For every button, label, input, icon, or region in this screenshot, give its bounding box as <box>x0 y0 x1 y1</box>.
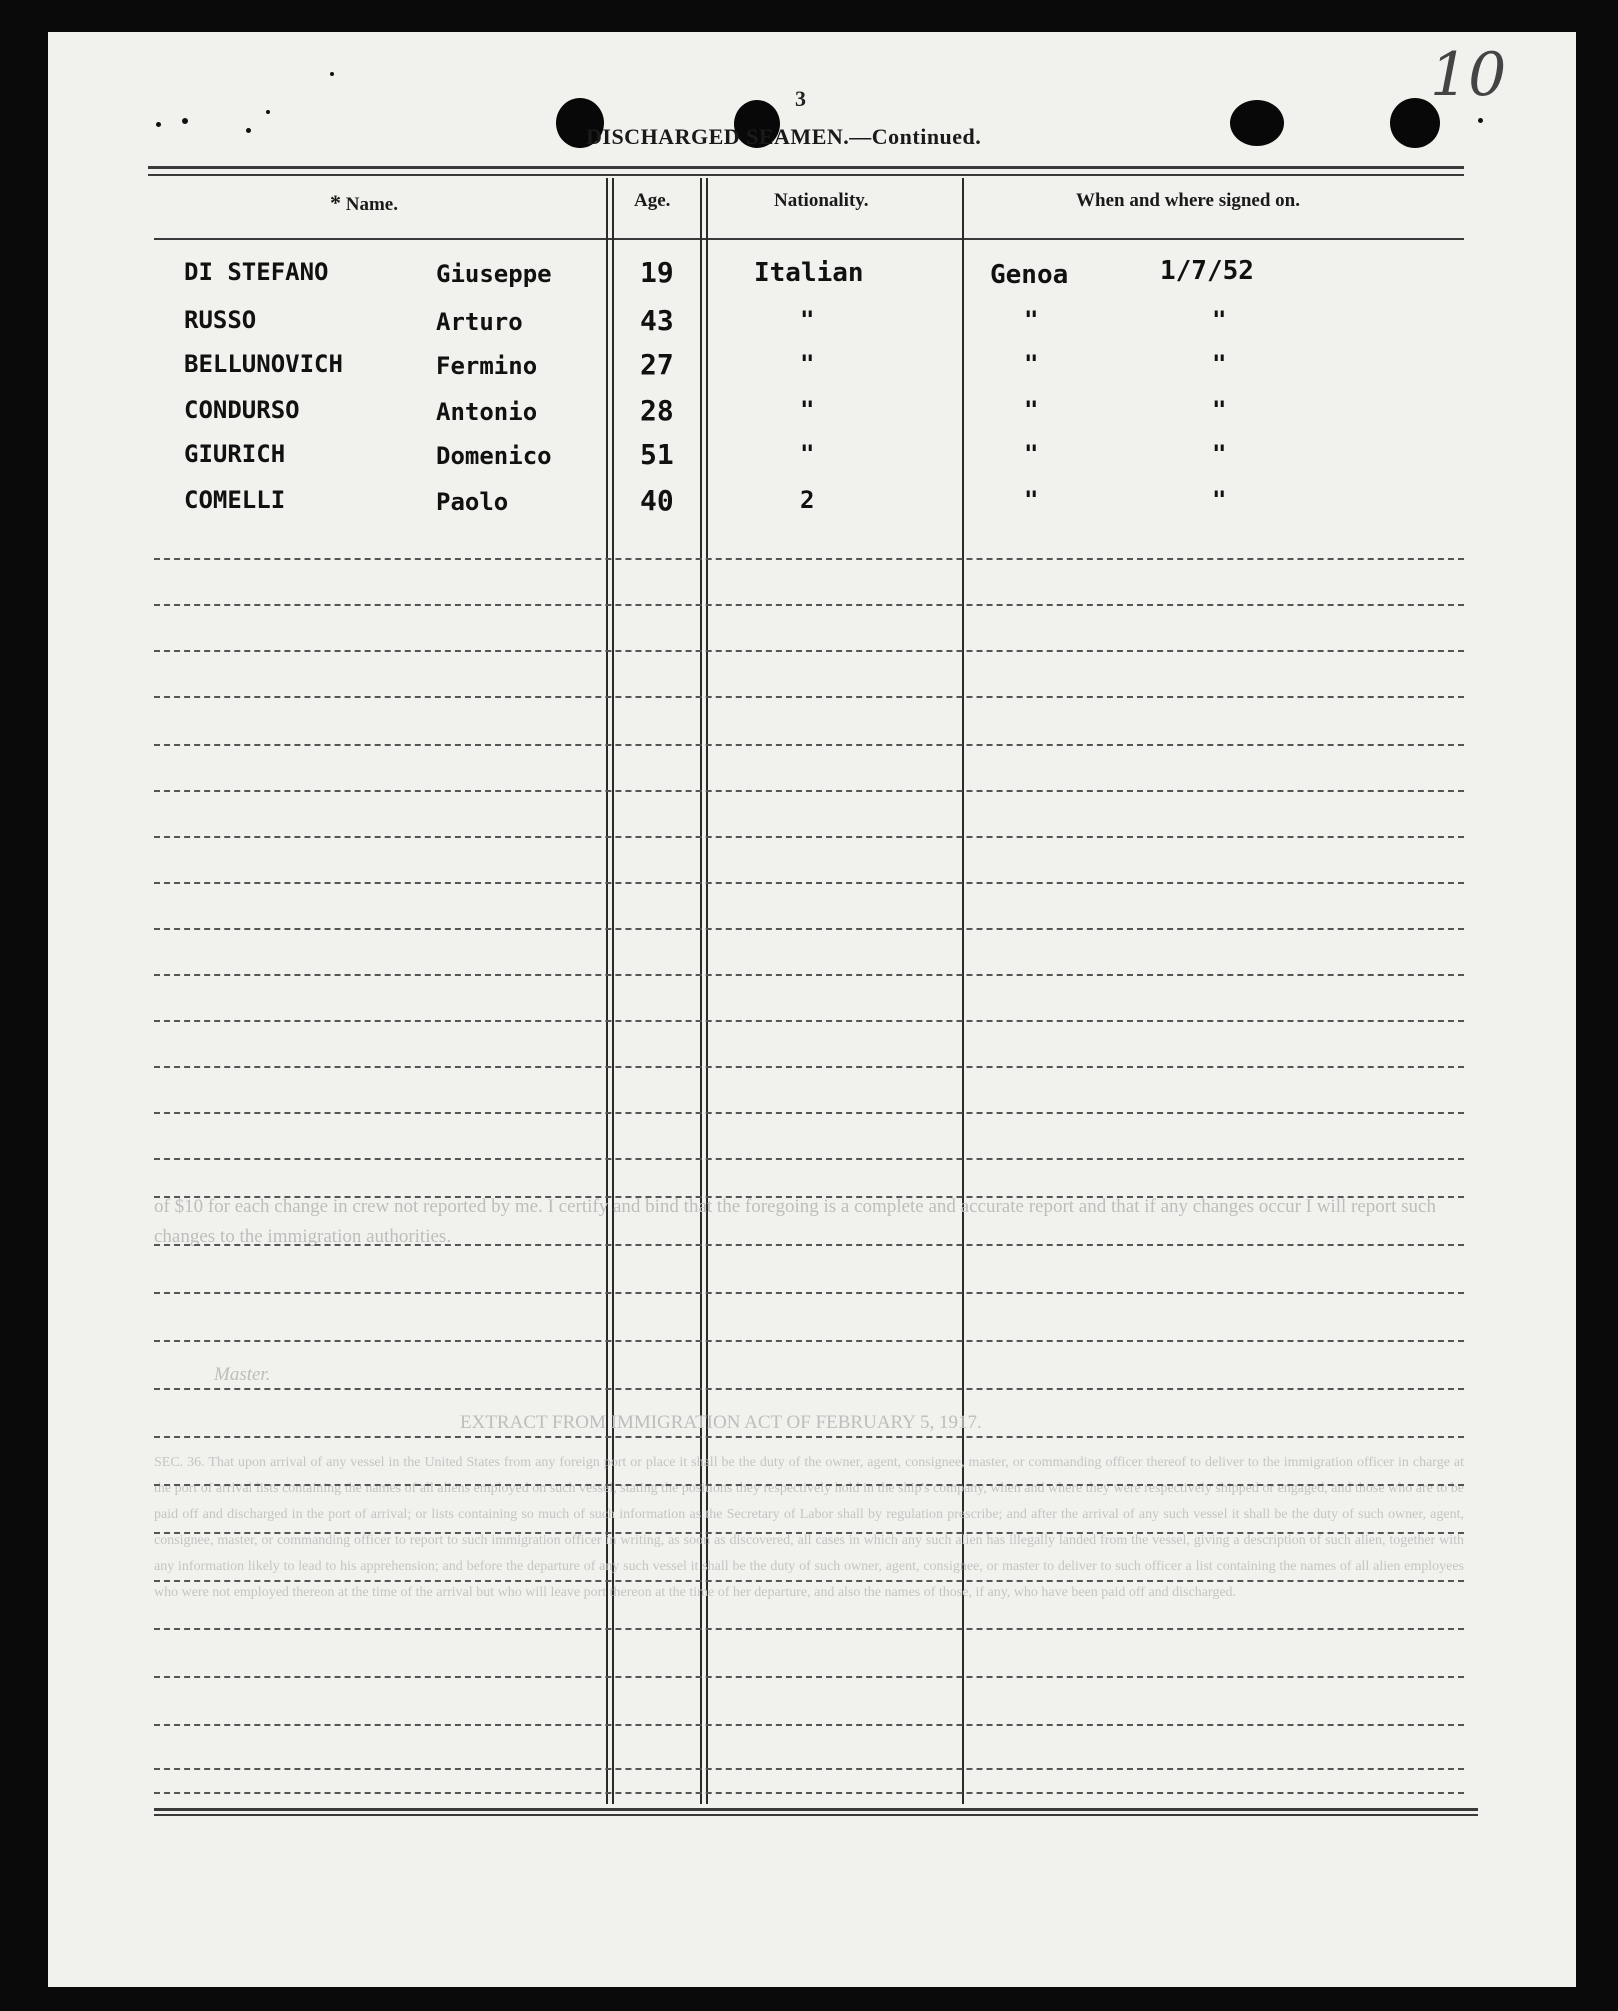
header-rule <box>148 166 1464 169</box>
blank-row-line <box>154 650 1464 652</box>
signed-on-date: " <box>1212 486 1227 514</box>
column-header-nationality: Nationality. <box>774 190 869 211</box>
signed-on-place: Genoa <box>990 260 1069 290</box>
age: 40 <box>640 484 674 517</box>
bleed-through-extract-body: SEC. 36. That upon arrival of any vessel in the United States from any foreign port or place it shall be the duty of the owner, agent, consignee, master, or commanding officer thereof to deliver to the immigration officer in charge at the port of arrival lists containing the names of all aliens employed on such vessel, stating the positions they respectively hold in the ship's company, when and where they were respectively shipped or engaged, and those who are to be paid off and discharged in the port of arrival; or lists containing so much of such information as the Secretary of Labor shall by regulation prescribe; and after the arrival of any such vessel it shall be the duty of such owner, agent, consignee, master, or commanding officer to report to such immigration officer in writing, as soon as discovered, all cases in which any such alien has illegally landed from the vessel, giving a description of such alien, together with any information likely to lead to his apprehension; and before the departure of any such vessel it shall be the duty of such owner, agent, consignee, or master to deliver to such officer a list containing the names of all alien employees who were not employed thereon at the time of the arrival but who will leave port thereon at the time of her departure, and also the names of those, if any, who have been paid off and discharged. <box>154 1455 1464 1600</box>
blank-row-line <box>154 1292 1464 1294</box>
surname: BELLUNOVICH <box>184 350 343 378</box>
blank-row-line <box>154 1532 1464 1534</box>
surname: GIURICH <box>184 440 286 468</box>
punch-hole <box>1230 100 1284 146</box>
speck <box>330 72 334 76</box>
blank-row-line <box>154 1724 1464 1726</box>
given-name: Paolo <box>436 488 509 516</box>
nationality: " <box>800 440 815 468</box>
nationality: Italian <box>754 258 864 288</box>
signed-on-place: " <box>1024 306 1039 334</box>
handwritten-page-mark: 10 <box>1430 40 1507 110</box>
column-header-name: * Name. <box>330 190 398 215</box>
blank-row-line <box>154 1436 1464 1438</box>
bleed-through-extract-title: EXTRACT FROM IMMIGRATION ACT OF FEBRUARY 5, 1917. <box>460 1412 982 1433</box>
speck <box>182 118 188 124</box>
blank-row-line <box>154 1580 1464 1582</box>
signed-on-date: " <box>1212 396 1227 424</box>
page-number: 3 <box>795 86 806 111</box>
signed-on-place: " <box>1024 486 1039 514</box>
footer-rule <box>154 1814 1478 1816</box>
column-header-signed-on: When and where signed on. <box>1076 190 1301 211</box>
age: 19 <box>640 256 674 289</box>
speck <box>266 110 270 114</box>
signed-on-date: " <box>1212 306 1227 334</box>
blank-row-line <box>154 604 1464 606</box>
blank-row-line <box>154 744 1464 746</box>
nationality: " <box>800 306 815 334</box>
given-name: Arturo <box>436 308 523 336</box>
signed-on-place: " <box>1024 396 1039 424</box>
age: 51 <box>640 438 674 471</box>
given-name: Fermino <box>436 352 538 380</box>
blank-row-line <box>154 1340 1464 1342</box>
blank-row-line <box>154 1388 1464 1390</box>
blank-row-line <box>154 974 1464 976</box>
signed-on-date: 1/7/52 <box>1160 256 1254 286</box>
blank-row-line <box>154 790 1464 792</box>
surname: DI STEFANO <box>184 258 329 286</box>
blank-row-line <box>154 558 1464 560</box>
nationality: " <box>800 396 815 424</box>
speck <box>156 122 161 127</box>
blank-row-line <box>154 928 1464 930</box>
signed-on-date: " <box>1212 440 1227 468</box>
blank-row-line <box>154 1112 1464 1114</box>
surname: RUSSO <box>184 306 257 334</box>
surname: COMELLI <box>184 486 286 514</box>
blank-row-line <box>154 836 1464 838</box>
blank-row-line <box>154 1196 1464 1198</box>
blank-row-line <box>154 1768 1464 1770</box>
footer-rule <box>154 1808 1478 1811</box>
age: 43 <box>640 304 674 337</box>
asterisk-mark: * <box>330 190 341 215</box>
blank-row-line <box>154 696 1464 698</box>
age: 27 <box>640 348 674 381</box>
surname: CONDURSO <box>184 396 300 424</box>
header-bottom-rule <box>154 238 1464 240</box>
nationality: " <box>800 350 815 378</box>
given-name: Giuseppe <box>436 260 552 288</box>
blank-row-line <box>154 1792 1464 1794</box>
header-rule <box>148 174 1464 176</box>
blank-row-line <box>154 1066 1464 1068</box>
column-header-age: Age. <box>634 190 671 211</box>
blank-row-line <box>154 1244 1464 1246</box>
given-name: Antonio <box>436 398 538 426</box>
age: 28 <box>640 394 674 427</box>
signed-on-place: " <box>1024 440 1039 468</box>
speck <box>1478 118 1483 123</box>
given-name: Domenico <box>436 442 552 470</box>
signed-on-date: " <box>1212 350 1227 378</box>
bleed-through-certification: of $10 for each change in crew not reported by me. I certify and bind that the foregoing is a complete and accurate report and that if any changes occur I will report such changes to the immigration authorities. <box>154 1196 1436 1247</box>
blank-row-line <box>154 1628 1464 1630</box>
nationality: 2 <box>800 486 815 514</box>
page-heading: DISCHARGED SEAMEN.—Continued. <box>586 124 982 149</box>
blank-row-line <box>154 1020 1464 1022</box>
blank-row-line <box>154 1676 1464 1678</box>
blank-row-line <box>154 882 1464 884</box>
blank-row-line <box>154 1484 1464 1486</box>
blank-row-line <box>154 1158 1464 1160</box>
bleed-through-signature-label: Master. <box>214 1364 271 1385</box>
signed-on-place: " <box>1024 350 1039 378</box>
speck <box>246 128 251 133</box>
